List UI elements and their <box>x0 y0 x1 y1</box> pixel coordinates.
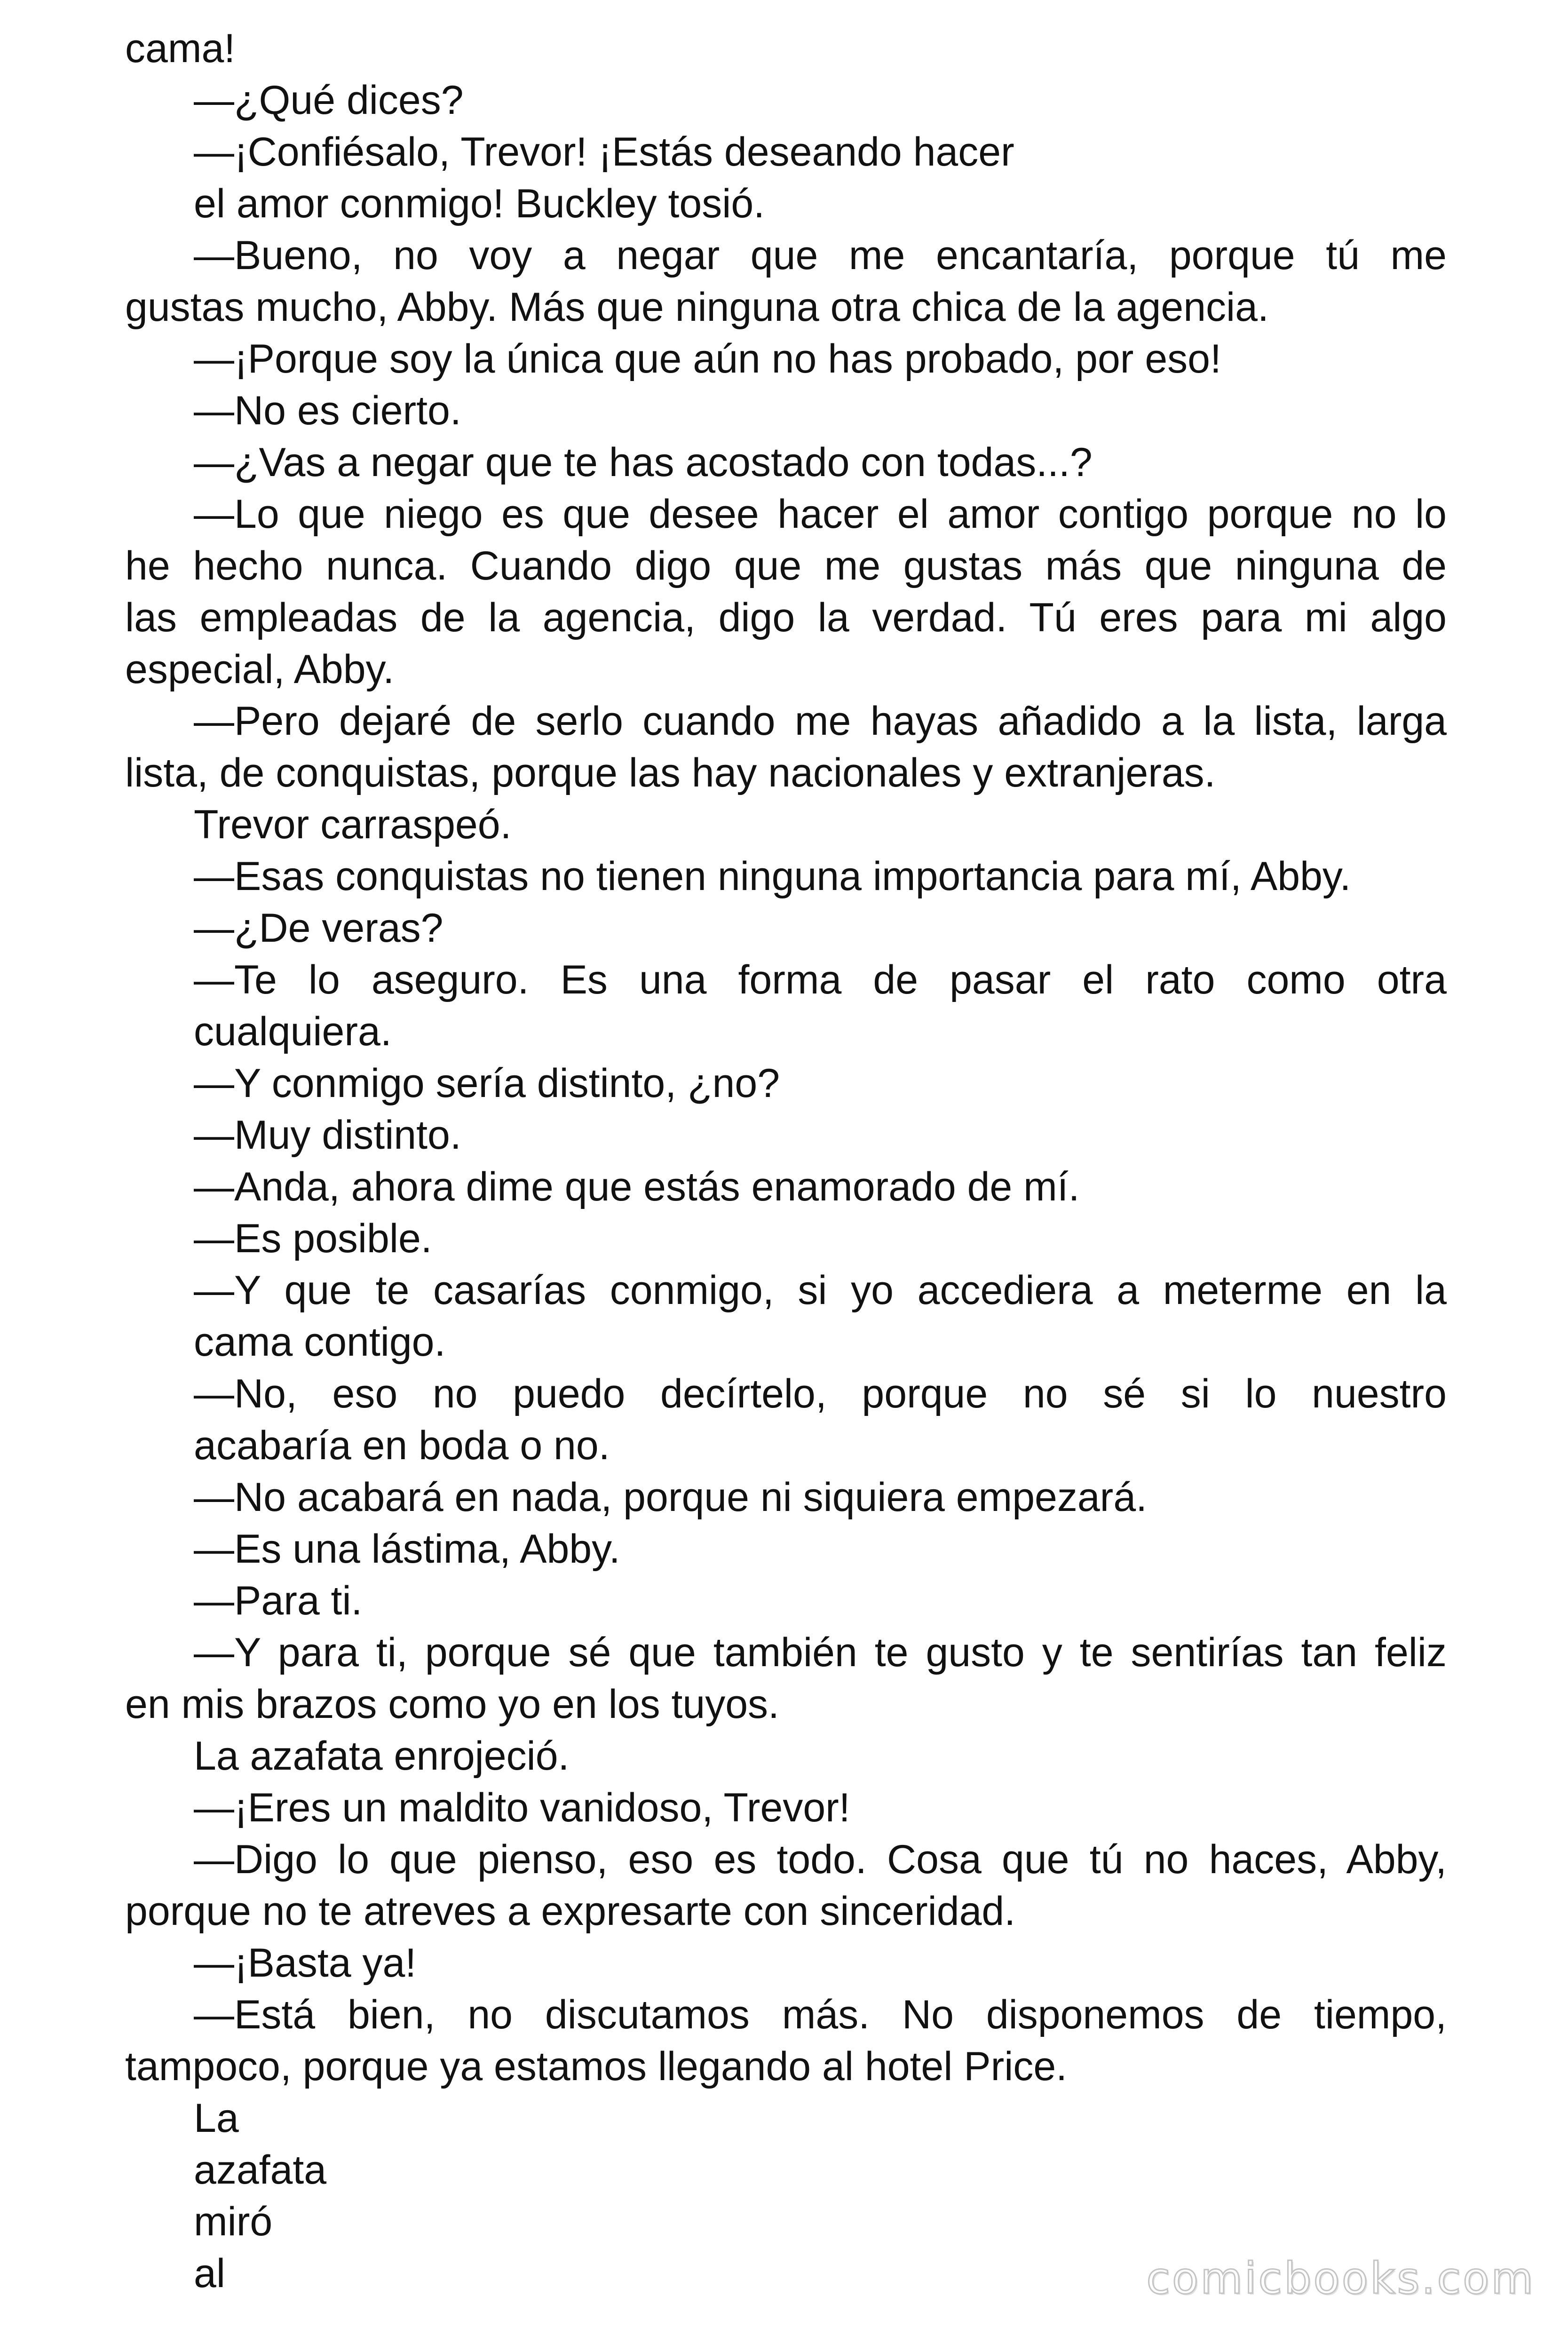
text-line: —Pero dejaré de serlo cuando me hayas añadido a la lista, larga <box>194 699 1447 744</box>
text-line: —Es posible. <box>194 1216 432 1261</box>
text-line: —Te lo aseguro. Es una forma de pasar el rato como otra <box>194 957 1447 1002</box>
text-line: —¿De veras? <box>194 906 443 951</box>
text-line: —Digo lo que pienso, eso es todo. Cosa que tú no haces, Abby, <box>194 1837 1447 1882</box>
text-line: al <box>194 2251 225 2296</box>
text-line: —Está bien, no discutamos más. No disponemos de tiempo, <box>194 1992 1447 2037</box>
text-line: —Anda, ahora dime que estás enamorado de mí. <box>194 1164 1080 1209</box>
text-line: —Lo que niego es que desee hacer el amor contigo porque no lo <box>194 492 1447 537</box>
text-line: tampoco, porque ya estamos llegando al hotel Price. <box>125 2044 1068 2089</box>
text-line: La azafata enrojeció. <box>194 1733 570 1779</box>
text-line: —¡Porque soy la única que aún no has probado, por eso! <box>194 336 1221 381</box>
text-line: cama! <box>125 26 236 71</box>
text-line: —No es cierto. <box>194 388 461 433</box>
text-line: las empleadas de la agencia, digo la verdad. Tú eres para mi algo <box>125 595 1447 640</box>
text-line: La <box>194 2096 239 2141</box>
text-line: especial, Abby. <box>125 647 395 692</box>
text-line: —¡Basta ya! <box>194 1940 417 1986</box>
text-line: —¡Confiésalo, Trevor! ¡Estás deseando hacer <box>194 129 1014 175</box>
text-line: —Para ti. <box>194 1578 363 1623</box>
text-line: cama contigo. <box>194 1319 446 1365</box>
text-line: —¡Eres un maldito vanidoso, Trevor! <box>194 1785 850 1830</box>
text-line: —Y que te casarías conmigo, si yo accediera a meterme en la <box>194 1268 1447 1313</box>
text-line: —Y para ti, porque sé que también te gusto y te sentirías tan feliz <box>194 1630 1447 1675</box>
text-line: he hecho nunca. Cuando digo que me gustas más que ninguna de <box>125 543 1447 588</box>
text-line: azafata <box>194 2147 327 2193</box>
text-line: —¿Vas a negar que te has acostado con todas...? <box>194 440 1093 485</box>
text-line: cualquiera. <box>194 1009 392 1054</box>
text-line: —No acabará en nada, porque ni siquiera empezará. <box>194 1475 1148 1520</box>
text-line: lista, de conquistas, porque las hay nacionales y extranjeras. <box>125 750 1216 795</box>
text-line: —Es una lástima, Abby. <box>194 1526 620 1572</box>
text-line: en mis brazos como yo en los tuyos. <box>125 1682 779 1727</box>
text-line: acabaría en boda o no. <box>194 1423 610 1468</box>
text-line: Trevor carraspeó. <box>194 802 512 847</box>
watermark: comicbooks.com <box>1146 2253 1535 2304</box>
text-line: el amor conmigo! Buckley tosió. <box>194 181 765 226</box>
text-line: gustas mucho, Abby. Más que ninguna otra chica de la agencia. <box>125 285 1269 330</box>
text-line: —Esas conquistas no tienen ninguna importancia para mí, Abby. <box>194 854 1351 899</box>
text-line: miró <box>194 2199 273 2244</box>
text-line: porque no te atreves a expresarte con sinceridad. <box>125 1889 1016 1934</box>
text-line: —Y conmigo sería distinto, ¿no? <box>194 1061 780 1106</box>
text-line: —Muy distinto. <box>194 1112 461 1158</box>
text-line: —¿Qué dices? <box>194 78 464 123</box>
text-line: —No, eso no puedo decírtelo, porque no sé si lo nuestro <box>194 1371 1447 1416</box>
text-line: —Bueno, no voy a negar que me encantaría, porque tú me <box>194 233 1447 278</box>
